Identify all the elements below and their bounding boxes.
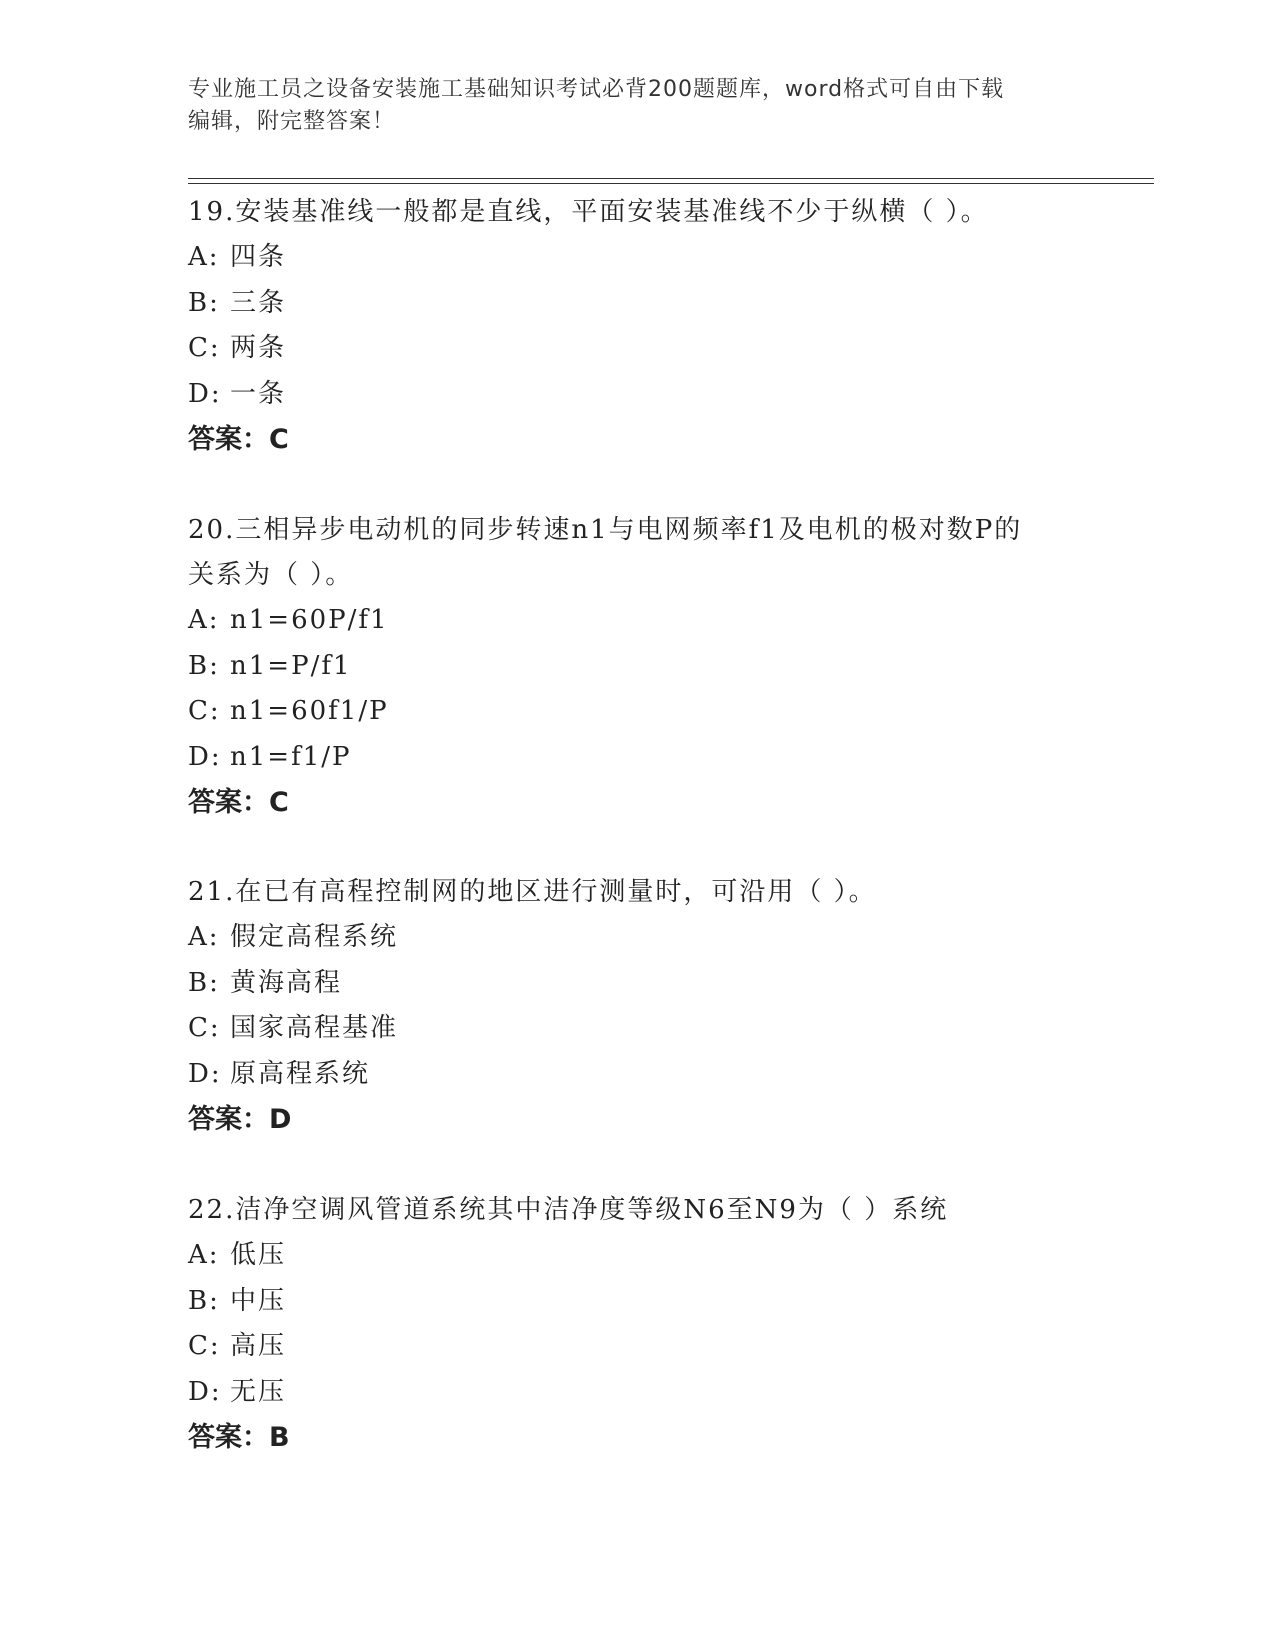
answer-line: 答案：C — [188, 787, 289, 818]
option-text: 四条 — [230, 242, 287, 272]
question-text: 19.安装基准线一般都是直线，平面安装基准线不少于纵横（ ）。 — [188, 197, 989, 227]
option-d — [188, 735, 1088, 781]
option-letter: D: — [188, 741, 222, 772]
option-c — [188, 1006, 1088, 1052]
option-letter: B: — [188, 967, 220, 998]
question-block — [188, 870, 1088, 1142]
answer-line: 答案：D — [188, 1104, 292, 1135]
option-text: 假定高程系统 — [230, 922, 399, 952]
option-b — [188, 1279, 1088, 1325]
document-header — [188, 74, 1088, 138]
option-d — [188, 1370, 1088, 1416]
option-text: 中压 — [230, 1285, 287, 1316]
option-letter: C: — [188, 696, 221, 726]
option-c — [188, 1324, 1088, 1370]
option-letter: B: — [188, 650, 220, 681]
answer-line: 答案：B — [188, 1422, 290, 1453]
question-text: 20.三相异步电动机的同步转速n1与电网频率f1及电机的极对数P的关系为（ ）。 — [188, 515, 1023, 590]
question-text: 22.洁净空调风管道系统其中洁净度等级N6至N9为（ ）系统 — [188, 1195, 949, 1225]
option-letter: A: — [188, 922, 220, 952]
option-c — [188, 326, 1088, 372]
option-letter: D: — [188, 1058, 222, 1089]
option-text: 一条 — [230, 378, 287, 409]
option-text: 原高程系统 — [230, 1058, 371, 1089]
option-text: n1=60P/f1 — [230, 605, 389, 635]
header-line-1: 专业施工员之设备安装施工基础知识考试必背200题题库，word格式可自由下载 — [188, 77, 1005, 102]
option-text: 三条 — [230, 287, 287, 318]
option-letter: A: — [188, 242, 220, 272]
option-c — [188, 689, 1088, 735]
option-text: n1=P/f1 — [230, 650, 352, 681]
question-text: 21.在已有高程控制网的地区进行测量时，可沿用（ ）。 — [188, 877, 877, 907]
option-text: 国家高程基准 — [230, 1013, 399, 1043]
option-letter: C: — [188, 333, 221, 363]
header-line-2: 编辑，附完整答案！ — [188, 109, 396, 134]
option-letter: B: — [188, 1285, 220, 1316]
option-letter: B: — [188, 287, 220, 318]
option-b — [188, 961, 1088, 1007]
header-divider-top — [188, 178, 1154, 179]
option-letter: D: — [188, 1376, 222, 1407]
option-text: 两条 — [230, 333, 287, 363]
option-b — [188, 644, 1088, 690]
option-text: 无压 — [230, 1376, 287, 1407]
option-text: 高压 — [230, 1331, 287, 1361]
question-block — [188, 508, 1088, 825]
option-a — [188, 1233, 1088, 1279]
option-letter: A: — [188, 605, 220, 635]
option-a — [188, 598, 1088, 644]
option-a — [188, 235, 1088, 281]
option-letter: C: — [188, 1013, 221, 1043]
option-letter: D: — [188, 378, 222, 409]
option-d — [188, 1052, 1088, 1098]
option-b — [188, 281, 1088, 327]
option-letter: A: — [188, 1240, 220, 1270]
option-text: n1=60f1/P — [230, 696, 389, 726]
option-text: 黄海高程 — [230, 967, 343, 998]
option-text: 低压 — [230, 1240, 287, 1270]
option-a — [188, 915, 1088, 961]
question-block — [188, 1188, 1088, 1460]
question-block — [188, 190, 1088, 462]
answer-line: 答案：C — [188, 424, 289, 455]
header-divider-bottom — [188, 183, 1154, 184]
option-letter: C: — [188, 1331, 221, 1361]
option-text: n1=f1/P — [230, 741, 352, 772]
option-d — [188, 372, 1088, 418]
